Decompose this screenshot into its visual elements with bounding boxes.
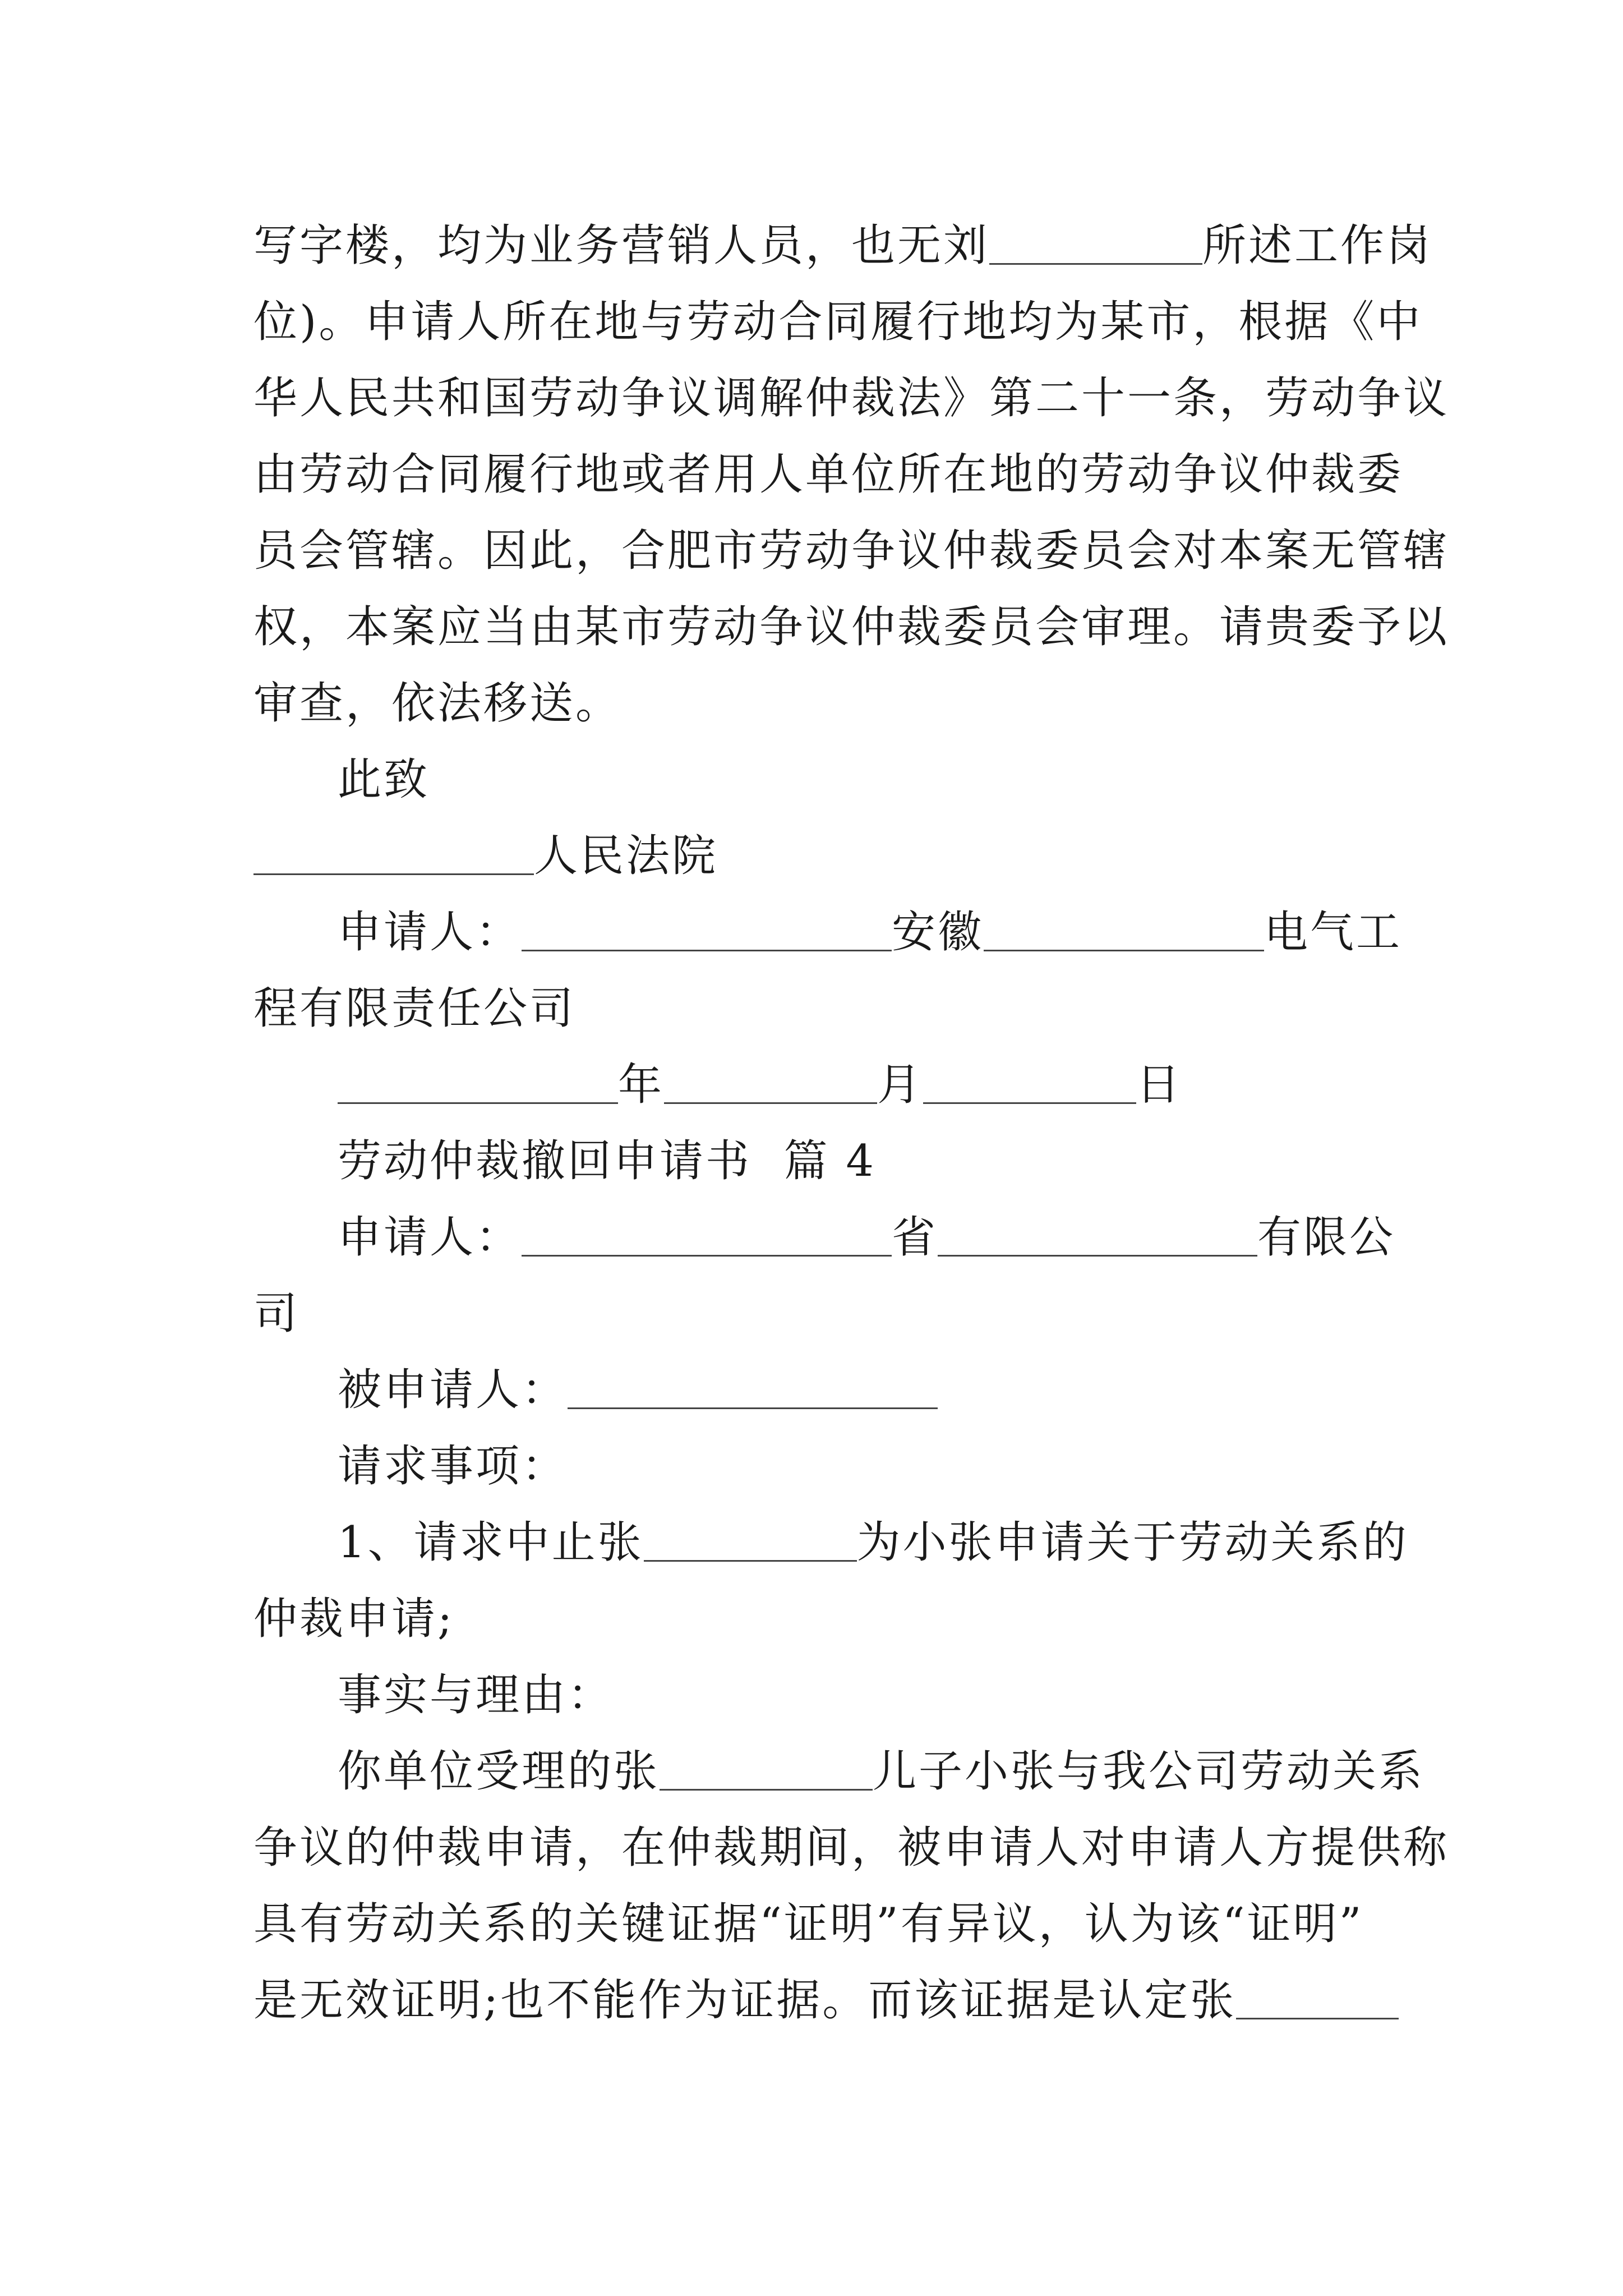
line-text: 华人民共和国劳动争议调解仲裁法》第二十一条，劳动争议 bbox=[253, 373, 1450, 424]
fill-blank bbox=[253, 834, 534, 875]
line-text: 人民法院 bbox=[534, 831, 718, 881]
fill-blank bbox=[984, 910, 1264, 951]
fill-blank bbox=[644, 1521, 857, 1562]
line-text: 位)。申请人所在地与劳动合同履行地均为某市，根据《中 bbox=[253, 297, 1423, 347]
text-line bbox=[253, 1886, 1375, 1962]
line-text: 具有劳动关系的关键证据“证明”有异议，认为该“证明” bbox=[253, 1899, 1364, 1949]
line-text: 你单位受理的张 bbox=[338, 1746, 660, 1797]
line-text: 省 bbox=[892, 1212, 938, 1263]
line-text: 1、请求中止张 bbox=[338, 1517, 644, 1568]
text-line bbox=[253, 208, 1433, 284]
line-text: 由劳动合同履行地或者用人单位所在地的劳动争议仲裁委 bbox=[253, 449, 1404, 500]
line-text: 电气工 bbox=[1264, 907, 1403, 958]
fill-blank bbox=[938, 1216, 1257, 1257]
recipient-line bbox=[253, 818, 1375, 894]
fill-blank bbox=[923, 1063, 1136, 1104]
applicant-line bbox=[253, 1199, 1396, 1276]
text-line bbox=[253, 513, 1450, 589]
line-text: 争议的仲裁申请，在仲裁期间，被申请人对申请人方提供称 bbox=[253, 1823, 1450, 1873]
text-line bbox=[253, 1810, 1450, 1886]
fill-blank bbox=[1236, 1978, 1399, 2019]
line-text: 程有限责任公司 bbox=[253, 983, 576, 1034]
text-line bbox=[253, 1581, 1375, 1657]
line-text: 劳动仲裁撤回申请书 篇 4 bbox=[338, 1136, 877, 1186]
line-text: 事实与理由： bbox=[338, 1670, 614, 1720]
line-text: 安徽 bbox=[892, 907, 984, 958]
text-line bbox=[253, 970, 1375, 1047]
line-text: 请求事项： bbox=[338, 1441, 568, 1492]
line-text: 被申请人： bbox=[338, 1365, 568, 1415]
text-line bbox=[253, 1733, 1425, 1810]
text-line bbox=[253, 284, 1423, 360]
line-text: 审查，依法移送。 bbox=[253, 678, 622, 729]
line-text: 年 bbox=[618, 1060, 665, 1110]
fill-blank bbox=[522, 910, 892, 951]
line-text: 员会管辖。因此，合肥市劳动争议仲裁委员会对本案无管辖 bbox=[253, 526, 1450, 576]
line-text: 仲裁申请; bbox=[253, 1594, 455, 1644]
salutation-line bbox=[253, 742, 1375, 818]
respondent-line bbox=[253, 1352, 1375, 1428]
text-line bbox=[253, 436, 1404, 513]
facts-heading bbox=[253, 1657, 1375, 1733]
fill-blank bbox=[989, 224, 1202, 265]
line-text: 此致 bbox=[338, 754, 430, 805]
line-text: 儿子小张与我公司劳动关系 bbox=[873, 1746, 1425, 1797]
line-text: 月 bbox=[877, 1060, 924, 1110]
requests-heading bbox=[253, 1428, 1375, 1504]
fill-blank bbox=[664, 1063, 877, 1104]
text-line bbox=[253, 360, 1450, 436]
text-line bbox=[253, 589, 1450, 665]
line-text: 有限公 bbox=[1257, 1212, 1396, 1263]
text-line bbox=[253, 1504, 1409, 1581]
line-text: 申请人： bbox=[338, 1212, 522, 1263]
line-text: 为小张申请关于劳动关系的 bbox=[856, 1517, 1409, 1568]
line-text: 权，本案应当由某市劳动争议仲裁委员会审理。请贵委予以 bbox=[253, 602, 1450, 652]
section-heading bbox=[253, 1123, 1375, 1199]
fill-blank bbox=[568, 1368, 938, 1409]
line-text: 所述工作岗 bbox=[1202, 220, 1433, 271]
text-line bbox=[253, 1276, 1375, 1352]
line-text: 写字楼，均为业务营销人员，也无刘 bbox=[253, 220, 990, 271]
fill-blank bbox=[522, 1216, 892, 1257]
line-text: 日 bbox=[1136, 1060, 1183, 1110]
text-line bbox=[253, 665, 1375, 742]
text-line bbox=[253, 1962, 1375, 2039]
fill-blank bbox=[338, 1063, 618, 1104]
date-line bbox=[253, 1047, 1375, 1123]
line-text: 是无效证明;也不能作为证据。而该证据是认定张 bbox=[253, 1975, 1237, 2026]
applicant-line bbox=[253, 894, 1403, 970]
fill-blank bbox=[660, 1750, 873, 1791]
line-text: 申请人： bbox=[338, 907, 522, 958]
line-text: 司 bbox=[253, 1289, 300, 1339]
document-page bbox=[253, 208, 1450, 2039]
